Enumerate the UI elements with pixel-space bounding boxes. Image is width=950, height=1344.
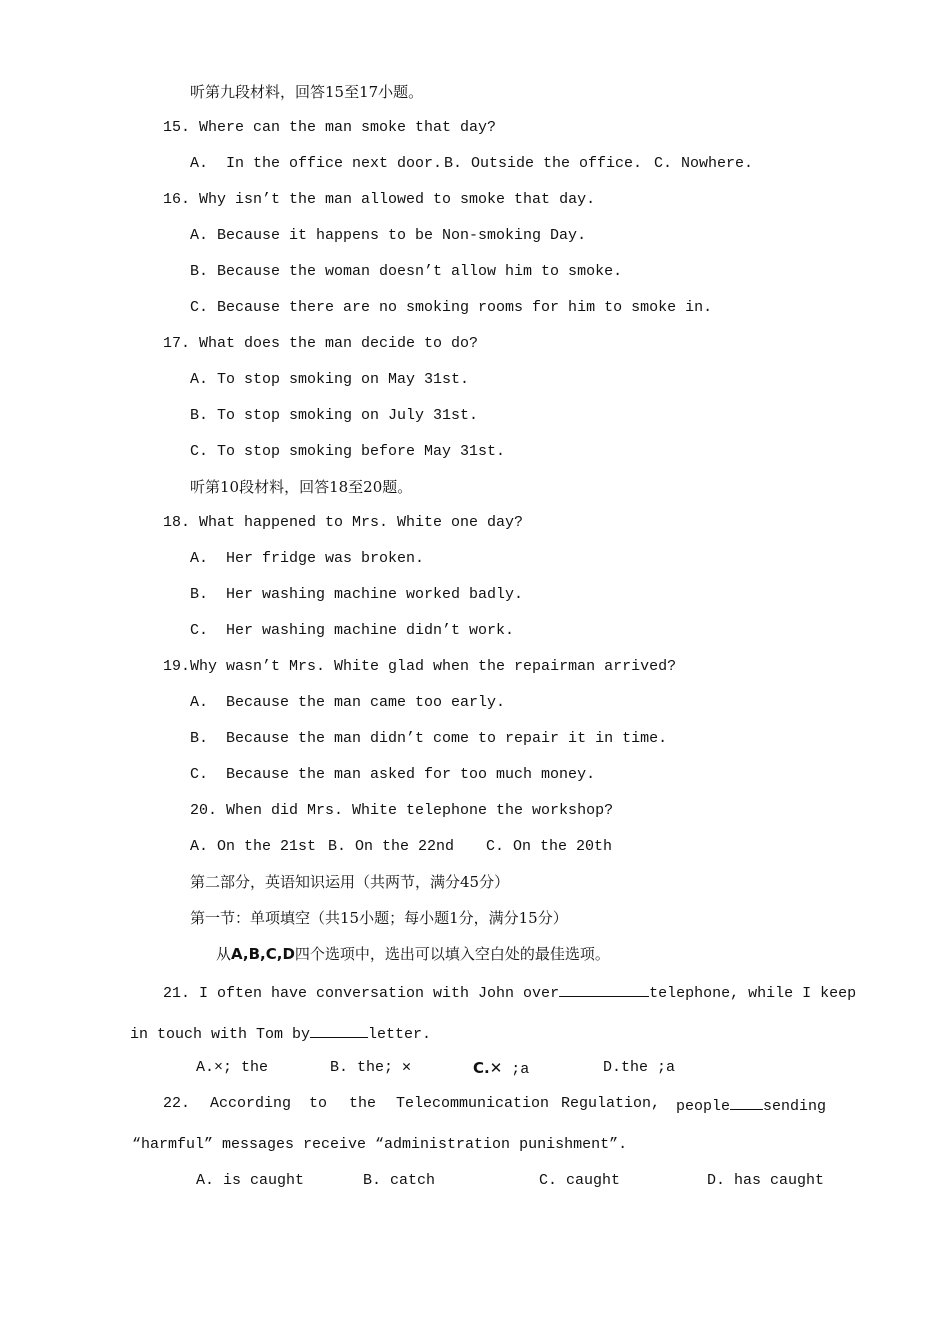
q22-word-7 <box>676 1094 826 1117</box>
q22-text-people: people <box>676 1098 731 1115</box>
q21-text-4: letter. <box>368 1026 432 1043</box>
q20-stem: 20. When did Mrs. White telephone the workshop? <box>190 802 614 819</box>
q22-option-d: D. has caught <box>707 1172 825 1189</box>
q21-option-d: D.the ;a <box>603 1059 676 1076</box>
q21-text-2: telephone, while I keep <box>649 985 857 1002</box>
q22-word-6: Regulation, <box>561 1095 661 1112</box>
q21-option-a: A.×; the <box>196 1059 269 1076</box>
q20-option-b: B. On the 22nd <box>328 838 455 855</box>
q18-option-b: B. Her washing machine worked badly. <box>190 586 524 603</box>
q21-blank-2 <box>310 1022 368 1038</box>
q17-option-c: C. To stop smoking before May 31st. <box>190 443 506 460</box>
q22-blank <box>730 1094 763 1110</box>
q19-stem: 19.Why wasn’t Mrs. White glad when the repairman arrived? <box>163 658 677 675</box>
section-1-heading: 第一节：单项填空（共15小题；每小题1分，满分15分） <box>190 909 568 927</box>
q22-option-a: A. is caught <box>196 1172 305 1189</box>
q20-option-a: A. On the 21st <box>190 838 317 855</box>
q22-word-3: to <box>309 1095 328 1112</box>
q22-word-5: Telecommunication <box>396 1095 550 1112</box>
instructions <box>216 944 610 964</box>
q22-word-4: the <box>349 1095 377 1112</box>
q22-option-b: B. catch <box>363 1172 436 1189</box>
q16-stem: 16. Why isn’t the man allowed to smoke that day. <box>163 191 596 208</box>
q21-line-1 <box>163 981 856 1004</box>
q15-option-c: C. Nowhere. <box>654 155 754 172</box>
q17-option-a: A. To stop smoking on May 31st. <box>190 371 470 388</box>
q22-line-2: “harmful” messages receive “administration punishment”. <box>132 1136 628 1153</box>
q21-text-1: 21. I often have conversation with John over <box>163 985 560 1002</box>
q18-option-a: A. Her fridge was broken. <box>190 550 425 567</box>
q22-text-sending: sending <box>763 1098 827 1115</box>
q19-option-b: B. Because the man didn’t come to repair it in time. <box>190 730 668 747</box>
q21-option-c-label: C.✕ <box>473 1059 503 1077</box>
q16-option-b: B. Because the woman doesn’t allow him to smoke. <box>190 263 623 280</box>
q21-line-2 <box>130 1022 431 1045</box>
q21-option-b: B. the; ✕ <box>330 1059 412 1076</box>
q21-option-c-text: ;a <box>511 1061 530 1078</box>
part-2-heading: 第二部分，英语知识运用（共两节，满分45分） <box>190 873 510 891</box>
q22-word-1: 22. <box>163 1095 191 1112</box>
q16-option-a: A. Because it happens to be Non-smoking Day. <box>190 227 587 244</box>
q19-option-c: C. Because the man asked for too much money. <box>190 766 596 783</box>
q21-blank-1 <box>559 981 649 997</box>
q21-option-c <box>473 1058 529 1080</box>
instructions-pre: 从 <box>216 945 232 963</box>
q22-word-2: According <box>210 1095 292 1112</box>
instructions-post: 四个选项中，选出可以填入空白处的最佳选项。 <box>294 945 610 963</box>
q20-option-c: C. On the 20th <box>486 838 613 855</box>
q16-option-c: C. Because there are no smoking rooms for him to smoke in. <box>190 299 713 316</box>
section-10-heading: 听第10段材料，回答18至20题。 <box>190 478 413 496</box>
q17-option-b: B. To stop smoking on July 31st. <box>190 407 479 424</box>
q18-stem: 18. What happened to Mrs. White one day? <box>163 514 524 531</box>
q21-text-3: in touch with Tom by <box>130 1026 311 1043</box>
instructions-options: A,B,C,D <box>231 945 295 963</box>
section-9-heading: 听第九段材料，回答15至17小题。 <box>190 83 424 101</box>
q22-option-c: C. caught <box>539 1172 621 1189</box>
q17-stem: 17. What does the man decide to do? <box>163 335 479 352</box>
q15-option-a: A. In the office next door. <box>190 155 443 172</box>
q19-option-a: A. Because the man came too early. <box>190 694 506 711</box>
q18-option-c: C. Her washing machine didn’t work. <box>190 622 515 639</box>
q15-stem: 15. Where can the man smoke that day? <box>163 119 497 136</box>
q15-option-b: B. Outside the office. <box>444 155 643 172</box>
